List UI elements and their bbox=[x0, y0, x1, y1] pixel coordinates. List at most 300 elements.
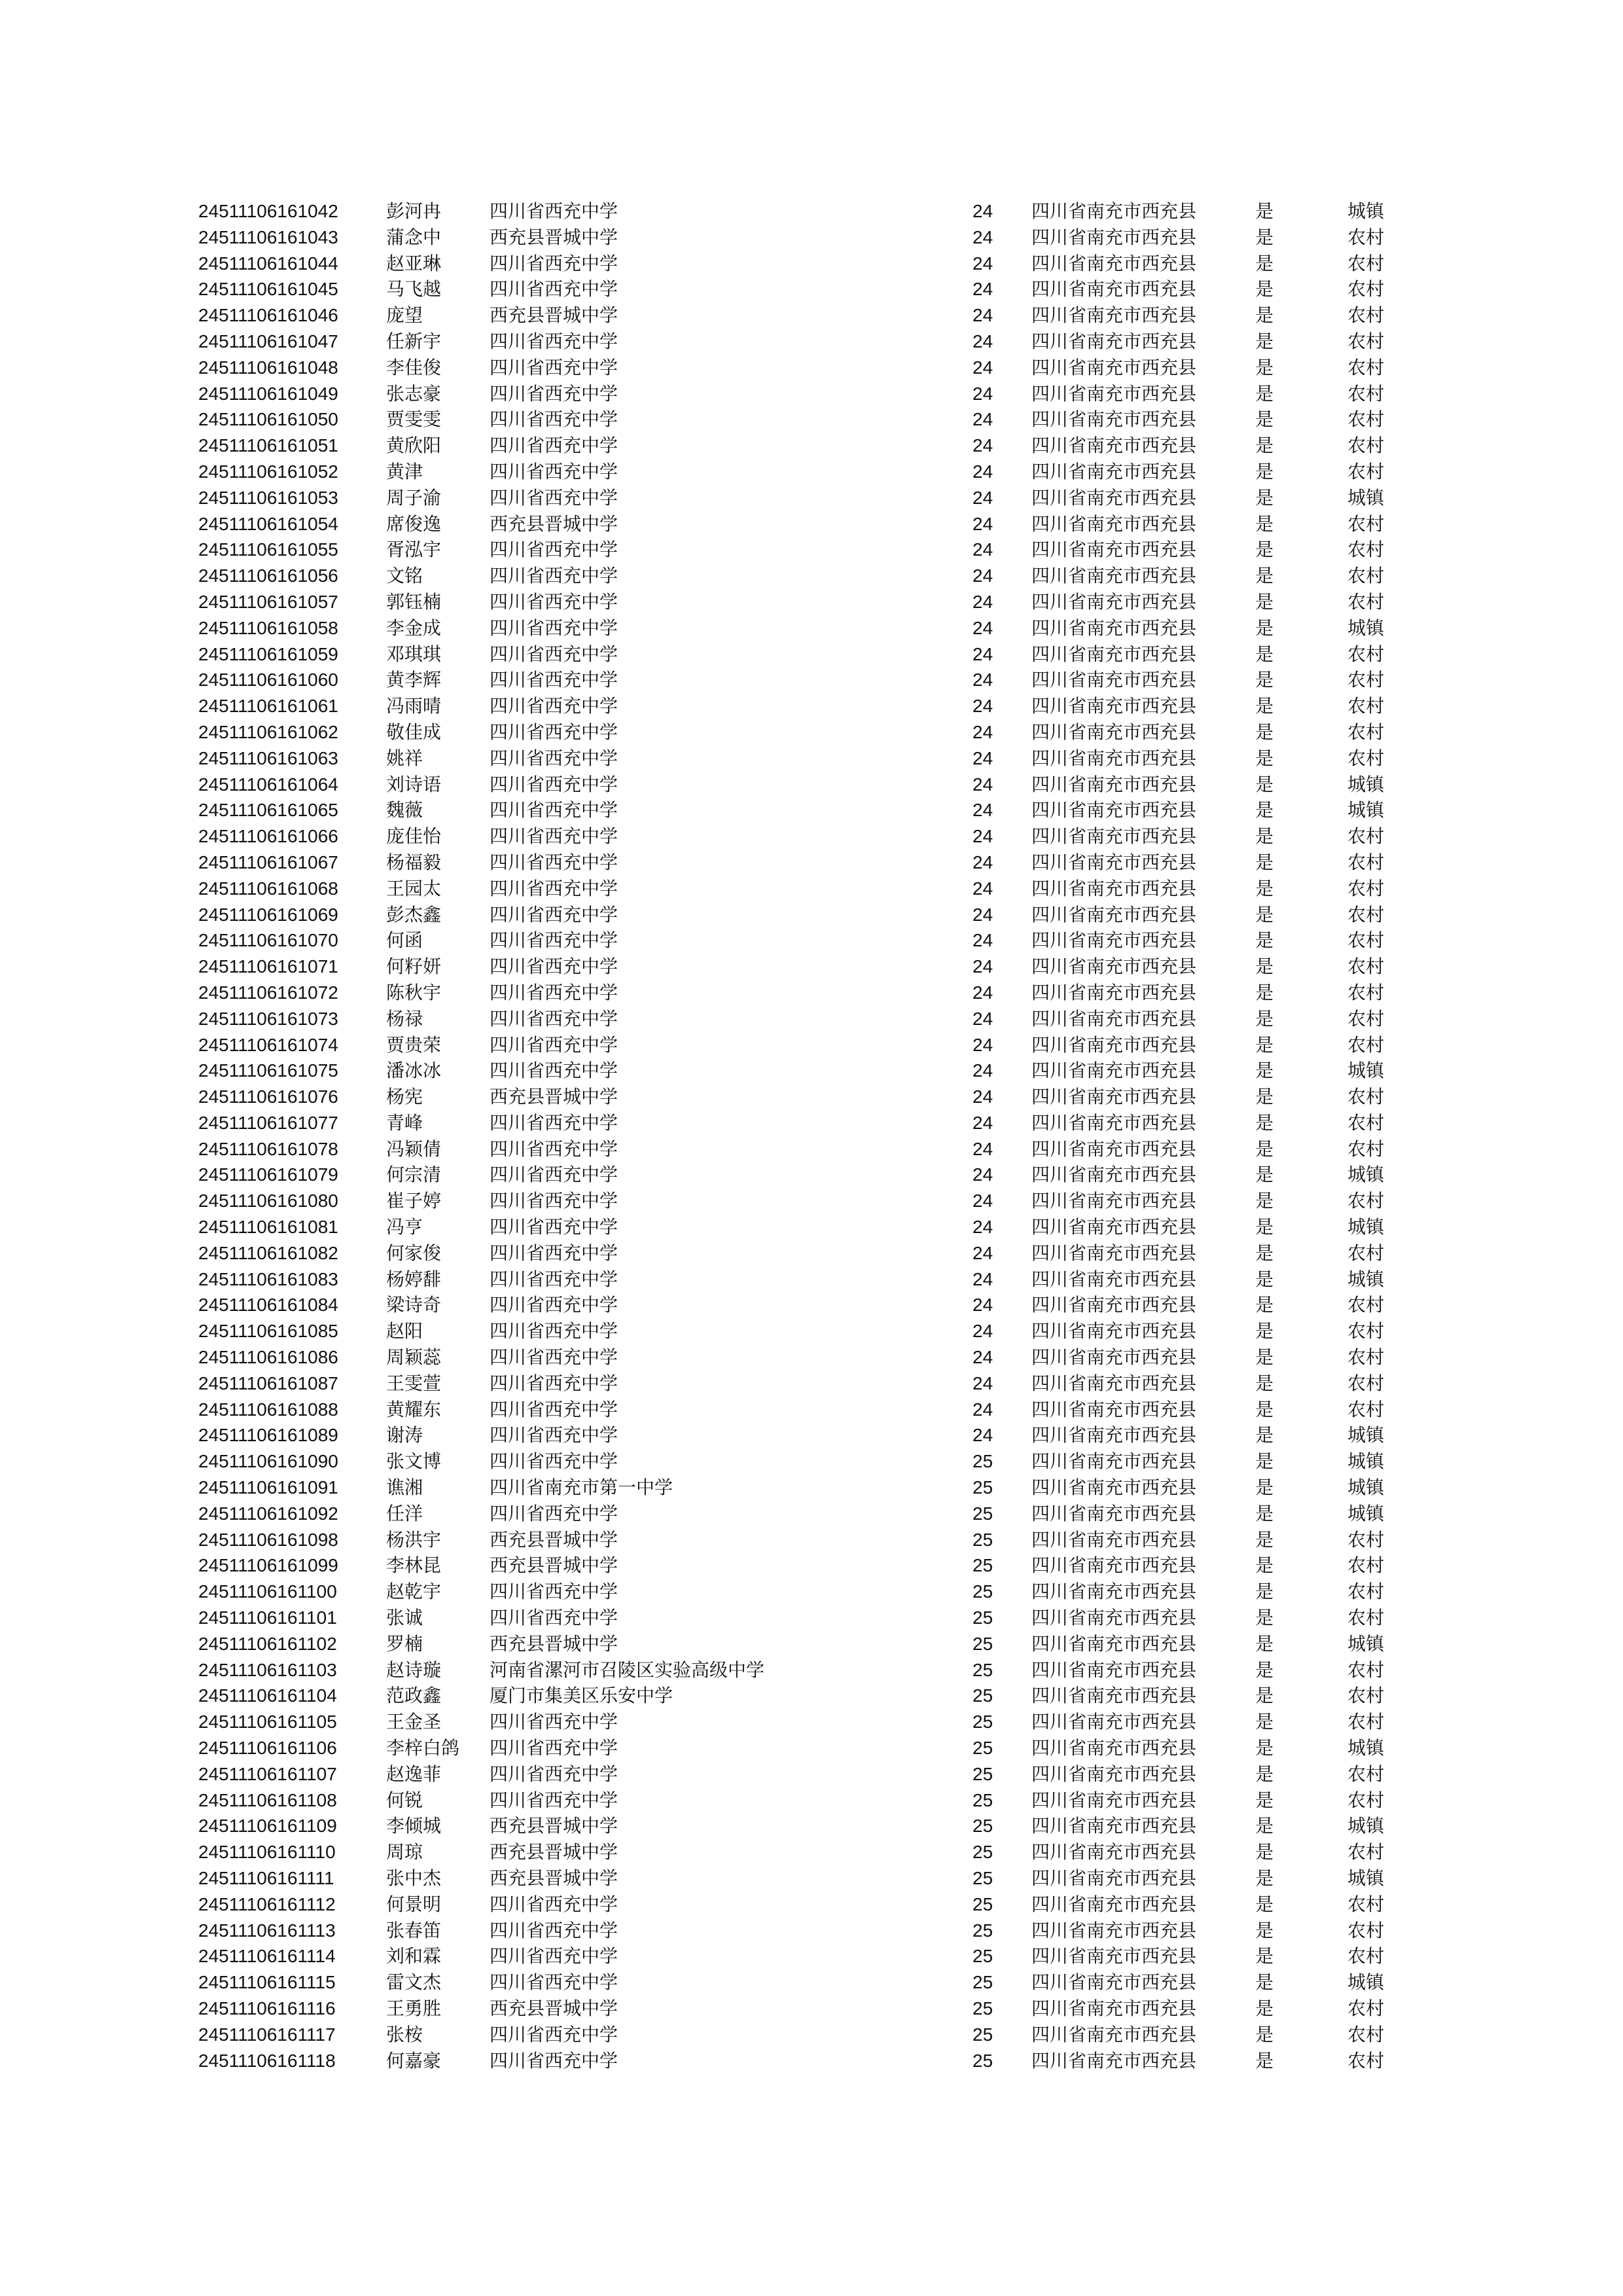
school-name: 四川省西充中学 bbox=[490, 1268, 618, 1290]
candidate-id: 24511106161117 bbox=[198, 2024, 336, 2045]
age-value: 24 bbox=[972, 279, 993, 300]
residence-type: 城镇 bbox=[1347, 1268, 1385, 1290]
candidate-id: 24511106161048 bbox=[198, 357, 338, 378]
age-value: 24 bbox=[972, 1191, 993, 1211]
student-name: 杨婷馡 bbox=[386, 1268, 442, 1290]
table-row bbox=[0, 1579, 1623, 1605]
candidate-id: 24511106161074 bbox=[198, 1034, 338, 1055]
student-name: 梁诗奇 bbox=[386, 1294, 442, 1316]
age-value: 25 bbox=[972, 1529, 993, 1550]
hometown: 四川省南充市西充县 bbox=[1031, 695, 1197, 717]
table-row bbox=[0, 823, 1623, 850]
table-row bbox=[0, 1397, 1623, 1423]
school-name: 四川省西充中学 bbox=[490, 773, 618, 795]
student-name: 文铭 bbox=[386, 565, 423, 587]
student-name: 贾贵荣 bbox=[386, 1033, 442, 1056]
residence-type: 农村 bbox=[1347, 435, 1385, 457]
age-value: 25 bbox=[972, 1685, 993, 1706]
residence-type: 城镇 bbox=[1347, 1502, 1385, 1524]
hometown: 四川省南充市西充县 bbox=[1031, 1346, 1197, 1369]
yes-flag: 是 bbox=[1255, 486, 1274, 509]
candidate-id: 24511106161101 bbox=[198, 1607, 337, 1628]
table-row bbox=[0, 693, 1623, 719]
candidate-id: 24511106161042 bbox=[198, 201, 338, 221]
student-name: 何籽妍 bbox=[386, 956, 442, 978]
student-name: 任新宇 bbox=[386, 330, 442, 352]
candidate-id: 24511106161069 bbox=[198, 904, 338, 925]
table-row bbox=[0, 329, 1623, 355]
residence-type: 农村 bbox=[1347, 1789, 1385, 1811]
table-row bbox=[0, 302, 1623, 329]
school-name: 四川省西充中学 bbox=[490, 1033, 618, 1056]
age-value: 24 bbox=[972, 1372, 993, 1393]
hometown: 四川省南充市西充县 bbox=[1031, 721, 1197, 743]
yes-flag: 是 bbox=[1255, 1346, 1274, 1369]
table-row bbox=[0, 1448, 1623, 1475]
candidate-id: 24511106161087 bbox=[198, 1372, 338, 1393]
residence-type: 城镇 bbox=[1347, 1632, 1385, 1655]
school-name: 四川省西充中学 bbox=[490, 1320, 618, 1342]
yes-flag: 是 bbox=[1255, 1554, 1274, 1577]
residence-type: 城镇 bbox=[1347, 617, 1385, 639]
table-row bbox=[0, 1371, 1623, 1397]
hometown: 四川省南充市西充县 bbox=[1031, 799, 1197, 821]
candidate-id: 24511106161080 bbox=[198, 1191, 338, 1211]
school-name: 四川省西充中学 bbox=[490, 460, 618, 482]
table-row bbox=[0, 980, 1623, 1006]
candidate-id: 24511106161098 bbox=[198, 1529, 338, 1550]
age-value: 25 bbox=[972, 1763, 993, 1784]
hometown: 四川省南充市西充县 bbox=[1031, 2049, 1197, 2072]
student-name: 谢涛 bbox=[386, 1424, 423, 1446]
candidate-id: 24511106161086 bbox=[198, 1347, 338, 1368]
table-row bbox=[0, 1839, 1623, 1865]
roster-table bbox=[0, 198, 1623, 2073]
student-name: 罗楠 bbox=[386, 1632, 423, 1655]
student-name: 张志豪 bbox=[386, 382, 442, 404]
student-name: 郭钰楠 bbox=[386, 590, 442, 613]
student-name: 贾雯雯 bbox=[386, 408, 442, 431]
yes-flag: 是 bbox=[1255, 1424, 1274, 1446]
student-name: 杨禄 bbox=[386, 1007, 423, 1030]
candidate-id: 24511106161060 bbox=[198, 670, 338, 691]
residence-type: 农村 bbox=[1347, 304, 1385, 327]
student-name: 王金圣 bbox=[386, 1711, 442, 1733]
age-value: 24 bbox=[972, 565, 993, 586]
candidate-id: 24511106161045 bbox=[198, 279, 338, 300]
residence-type: 城镇 bbox=[1347, 1424, 1385, 1446]
age-value: 24 bbox=[972, 1008, 993, 1029]
school-name: 西充县晋城中学 bbox=[490, 1528, 618, 1551]
age-value: 24 bbox=[972, 670, 993, 691]
age-value: 24 bbox=[972, 513, 993, 534]
age-value: 24 bbox=[972, 1295, 993, 1316]
yes-flag: 是 bbox=[1255, 799, 1274, 821]
residence-type: 农村 bbox=[1347, 565, 1385, 587]
school-name: 四川省西充中学 bbox=[490, 981, 618, 1003]
table-row bbox=[0, 459, 1623, 485]
table-row bbox=[0, 876, 1623, 902]
residence-type: 城镇 bbox=[1347, 1216, 1385, 1238]
school-name: 四川省西充中学 bbox=[490, 1007, 618, 1030]
hometown: 四川省南充市西充县 bbox=[1031, 1242, 1197, 1264]
school-name: 四川省南充市第一中学 bbox=[490, 1477, 673, 1499]
school-name: 四川省西充中学 bbox=[490, 1789, 618, 1811]
yes-flag: 是 bbox=[1255, 1893, 1274, 1915]
residence-type: 农村 bbox=[1347, 1945, 1385, 1967]
table-row bbox=[0, 1709, 1623, 1735]
student-name: 彭河冉 bbox=[386, 200, 442, 222]
age-value: 25 bbox=[972, 1868, 993, 1888]
student-name: 李倾城 bbox=[386, 1815, 442, 1837]
candidate-id: 24511106161084 bbox=[198, 1295, 338, 1316]
hometown: 四川省南充市西充县 bbox=[1031, 1528, 1197, 1551]
hometown: 四川省南充市西充县 bbox=[1031, 226, 1197, 248]
age-value: 24 bbox=[972, 435, 993, 456]
hometown: 四川省南充市西充县 bbox=[1031, 1632, 1197, 1655]
yes-flag: 是 bbox=[1255, 2049, 1274, 2072]
age-value: 25 bbox=[972, 1607, 993, 1628]
yes-flag: 是 bbox=[1255, 903, 1274, 925]
yes-flag: 是 bbox=[1255, 1320, 1274, 1342]
candidate-id: 24511106161088 bbox=[198, 1399, 338, 1420]
table-row bbox=[0, 1761, 1623, 1787]
candidate-id: 24511106161118 bbox=[198, 2050, 336, 2071]
school-name: 四川省西充中学 bbox=[490, 851, 618, 873]
residence-type: 城镇 bbox=[1347, 200, 1385, 222]
table-row bbox=[0, 1110, 1623, 1136]
yes-flag: 是 bbox=[1255, 956, 1274, 978]
hometown: 四川省南充市西充县 bbox=[1031, 877, 1197, 899]
residence-type: 农村 bbox=[1347, 643, 1385, 665]
residence-type: 城镇 bbox=[1347, 1477, 1385, 1499]
student-name: 刘诗语 bbox=[386, 773, 442, 795]
table-row bbox=[0, 719, 1623, 745]
residence-type: 城镇 bbox=[1347, 1060, 1385, 1082]
hometown: 四川省南充市西充县 bbox=[1031, 565, 1197, 587]
residence-type: 农村 bbox=[1347, 1111, 1385, 1134]
residence-type: 农村 bbox=[1347, 1659, 1385, 1681]
student-name: 张文博 bbox=[386, 1450, 442, 1473]
hometown: 四川省南充市西充县 bbox=[1031, 200, 1197, 222]
yes-flag: 是 bbox=[1255, 1659, 1274, 1681]
table-row bbox=[0, 198, 1623, 224]
age-value: 25 bbox=[972, 1503, 993, 1524]
residence-type: 农村 bbox=[1347, 512, 1385, 535]
yes-flag: 是 bbox=[1255, 200, 1274, 222]
age-value: 24 bbox=[972, 930, 993, 951]
student-name: 李金成 bbox=[386, 617, 442, 639]
student-name: 冯颖倩 bbox=[386, 1138, 442, 1160]
school-name: 四川省西充中学 bbox=[490, 1893, 618, 1915]
student-name: 何宗清 bbox=[386, 1164, 442, 1186]
yes-flag: 是 bbox=[1255, 721, 1274, 743]
table-row bbox=[0, 1527, 1623, 1553]
residence-type: 农村 bbox=[1347, 1190, 1385, 1212]
table-row bbox=[0, 589, 1623, 615]
table-row bbox=[0, 1683, 1623, 1709]
yes-flag: 是 bbox=[1255, 1581, 1274, 1603]
candidate-id: 24511106161049 bbox=[198, 383, 338, 404]
student-name: 陈秋宇 bbox=[386, 981, 442, 1003]
student-name: 范政鑫 bbox=[386, 1685, 442, 1707]
student-name: 任洋 bbox=[386, 1502, 423, 1524]
student-name: 敬佳成 bbox=[386, 721, 442, 743]
yes-flag: 是 bbox=[1255, 1763, 1274, 1785]
school-name: 四川省西充中学 bbox=[490, 252, 618, 274]
student-name: 青峰 bbox=[386, 1111, 423, 1134]
age-value: 24 bbox=[972, 1112, 993, 1133]
hometown: 四川省南充市西充县 bbox=[1031, 512, 1197, 535]
residence-type: 农村 bbox=[1347, 1372, 1385, 1394]
candidate-id: 24511106161066 bbox=[198, 826, 338, 847]
residence-type: 农村 bbox=[1347, 825, 1385, 848]
table-row bbox=[0, 1422, 1623, 1448]
residence-type: 农村 bbox=[1347, 1581, 1385, 1603]
student-name: 王勇胜 bbox=[386, 1997, 442, 2019]
hometown: 四川省南充市西充县 bbox=[1031, 1477, 1197, 1499]
student-name: 邓琪琪 bbox=[386, 643, 442, 665]
candidate-id: 24511106161081 bbox=[198, 1217, 338, 1238]
table-row bbox=[0, 1318, 1623, 1344]
student-name: 冯亨 bbox=[386, 1216, 423, 1238]
hometown: 四川省南充市西充县 bbox=[1031, 1789, 1197, 1811]
table-row bbox=[0, 1344, 1623, 1371]
school-name: 四川省西充中学 bbox=[490, 356, 618, 378]
student-name: 赵阳 bbox=[386, 1320, 423, 1342]
candidate-id: 24511106161112 bbox=[198, 1893, 336, 1914]
residence-type: 农村 bbox=[1347, 1711, 1385, 1733]
yes-flag: 是 bbox=[1255, 1060, 1274, 1082]
student-name: 张桉 bbox=[386, 2023, 423, 2045]
age-value: 24 bbox=[972, 1034, 993, 1055]
age-value: 25 bbox=[972, 1451, 993, 1472]
school-name: 四川省西充中学 bbox=[490, 382, 618, 404]
candidate-id: 24511106161113 bbox=[198, 1920, 336, 1941]
table-row bbox=[0, 511, 1623, 537]
age-value: 24 bbox=[972, 1138, 993, 1159]
hometown: 四川省南充市西充县 bbox=[1031, 1893, 1197, 1915]
candidate-id: 24511106161111 bbox=[198, 1868, 334, 1888]
candidate-id: 24511106161043 bbox=[198, 226, 338, 247]
school-name: 四川省西充中学 bbox=[490, 1737, 618, 1759]
candidate-id: 24511106161077 bbox=[198, 1112, 338, 1133]
residence-type: 农村 bbox=[1347, 747, 1385, 769]
school-name: 四川省西充中学 bbox=[490, 617, 618, 639]
hometown: 四川省南充市西充县 bbox=[1031, 1216, 1197, 1238]
hometown: 四川省南充市西充县 bbox=[1031, 1841, 1197, 1863]
candidate-id: 24511106161046 bbox=[198, 305, 338, 326]
school-name: 四川省西充中学 bbox=[490, 669, 618, 691]
age-value: 24 bbox=[972, 487, 993, 508]
student-name: 张诚 bbox=[386, 1607, 423, 1629]
student-name: 谯湘 bbox=[386, 1477, 423, 1499]
student-name: 赵亚琳 bbox=[386, 252, 442, 274]
residence-type: 农村 bbox=[1347, 278, 1385, 300]
hometown: 四川省南充市西充县 bbox=[1031, 981, 1197, 1003]
age-value: 24 bbox=[972, 1242, 993, 1263]
residence-type: 城镇 bbox=[1347, 486, 1385, 509]
school-name: 四川省西充中学 bbox=[490, 1190, 618, 1212]
student-name: 潘冰冰 bbox=[386, 1060, 442, 1082]
candidate-id: 24511106161110 bbox=[198, 1842, 336, 1863]
student-name: 何景明 bbox=[386, 1893, 442, 1915]
yes-flag: 是 bbox=[1255, 408, 1274, 431]
table-row bbox=[0, 902, 1623, 928]
residence-type: 城镇 bbox=[1347, 799, 1385, 821]
age-value: 24 bbox=[972, 1217, 993, 1238]
yes-flag: 是 bbox=[1255, 539, 1274, 561]
age-value: 24 bbox=[972, 409, 993, 430]
age-value: 25 bbox=[972, 2050, 993, 2071]
table-row bbox=[0, 406, 1623, 433]
student-name: 庞佳怡 bbox=[386, 825, 442, 848]
candidate-id: 24511106161055 bbox=[198, 539, 338, 560]
age-value: 24 bbox=[972, 1086, 993, 1107]
school-name: 四川省西充中学 bbox=[490, 278, 618, 300]
table-row bbox=[0, 1032, 1623, 1058]
yes-flag: 是 bbox=[1255, 1841, 1274, 1863]
table-row bbox=[0, 1918, 1623, 1944]
school-name: 四川省西充中学 bbox=[490, 1945, 618, 1967]
hometown: 四川省南充市西充县 bbox=[1031, 1398, 1197, 1420]
residence-type: 农村 bbox=[1347, 1320, 1385, 1342]
table-row bbox=[0, 954, 1623, 980]
candidate-id: 24511106161079 bbox=[198, 1164, 338, 1185]
candidate-id: 24511106161067 bbox=[198, 852, 338, 872]
yes-flag: 是 bbox=[1255, 825, 1274, 848]
age-value: 24 bbox=[972, 539, 993, 560]
residence-type: 农村 bbox=[1347, 356, 1385, 378]
residence-type: 农村 bbox=[1347, 330, 1385, 352]
hometown: 四川省南充市西充县 bbox=[1031, 1111, 1197, 1134]
hometown: 四川省南充市西充县 bbox=[1031, 1737, 1197, 1759]
school-name: 四川省西充中学 bbox=[490, 1164, 618, 1186]
hometown: 四川省南充市西充县 bbox=[1031, 356, 1197, 378]
hometown: 四川省南充市西充县 bbox=[1031, 1424, 1197, 1446]
hometown: 四川省南充市西充县 bbox=[1031, 1320, 1197, 1342]
candidate-id: 24511106161115 bbox=[198, 1972, 336, 1993]
residence-type: 农村 bbox=[1347, 590, 1385, 613]
residence-type: 城镇 bbox=[1347, 1737, 1385, 1759]
residence-type: 农村 bbox=[1347, 408, 1385, 431]
hometown: 四川省南充市西充县 bbox=[1031, 1060, 1197, 1082]
age-value: 24 bbox=[972, 591, 993, 612]
hometown: 四川省南充市西充县 bbox=[1031, 1815, 1197, 1837]
student-name: 姚祥 bbox=[386, 747, 423, 769]
hometown: 四川省南充市西充县 bbox=[1031, 252, 1197, 274]
residence-type: 农村 bbox=[1347, 1763, 1385, 1785]
school-name: 四川省西充中学 bbox=[490, 956, 618, 978]
hometown: 四川省南充市西充县 bbox=[1031, 1997, 1197, 2019]
student-name: 马飞越 bbox=[386, 278, 442, 300]
age-value: 25 bbox=[972, 2024, 993, 2045]
table-row bbox=[0, 2048, 1623, 2074]
residence-type: 农村 bbox=[1347, 877, 1385, 899]
residence-type: 农村 bbox=[1347, 669, 1385, 691]
student-name: 赵乾宇 bbox=[386, 1581, 442, 1603]
hometown: 四川省南充市西充县 bbox=[1031, 825, 1197, 848]
candidate-id: 24511106161106 bbox=[198, 1738, 337, 1759]
yes-flag: 是 bbox=[1255, 435, 1274, 457]
yes-flag: 是 bbox=[1255, 1086, 1274, 1108]
student-name: 魏薇 bbox=[386, 799, 423, 821]
school-name: 四川省西充中学 bbox=[490, 1138, 618, 1160]
residence-type: 农村 bbox=[1347, 1528, 1385, 1551]
table-row bbox=[0, 1188, 1623, 1214]
hometown: 四川省南充市西充县 bbox=[1031, 1711, 1197, 1733]
table-row bbox=[0, 1735, 1623, 1761]
hometown: 四川省南充市西充县 bbox=[1031, 669, 1197, 691]
table-row bbox=[0, 1084, 1623, 1110]
residence-type: 农村 bbox=[1347, 1554, 1385, 1577]
age-value: 25 bbox=[972, 1816, 993, 1837]
student-name: 周颖蕊 bbox=[386, 1346, 442, 1369]
student-name: 赵逸菲 bbox=[386, 1763, 442, 1785]
school-name: 四川省西充中学 bbox=[490, 695, 618, 717]
candidate-id: 24511106161063 bbox=[198, 747, 338, 768]
school-name: 四川省西充中学 bbox=[490, 903, 618, 925]
school-name: 西充县晋城中学 bbox=[490, 226, 618, 248]
table-row bbox=[0, 1943, 1623, 1969]
table-row bbox=[0, 1969, 1623, 1996]
residence-type: 农村 bbox=[1347, 981, 1385, 1003]
table-row bbox=[0, 485, 1623, 511]
candidate-id: 24511106161054 bbox=[198, 513, 338, 534]
candidate-id: 24511106161056 bbox=[198, 565, 338, 586]
residence-type: 农村 bbox=[1347, 695, 1385, 717]
residence-type: 农村 bbox=[1347, 1007, 1385, 1030]
candidate-id: 24511106161083 bbox=[198, 1268, 338, 1289]
student-name: 杨洪宇 bbox=[386, 1528, 442, 1551]
age-value: 24 bbox=[972, 383, 993, 404]
table-row bbox=[0, 1605, 1623, 1631]
school-name: 西充县晋城中学 bbox=[490, 1997, 618, 2019]
hometown: 四川省南充市西充县 bbox=[1031, 1659, 1197, 1681]
school-name: 四川省西充中学 bbox=[490, 2049, 618, 2072]
residence-type: 农村 bbox=[1347, 1294, 1385, 1316]
table-row bbox=[0, 797, 1623, 823]
candidate-id: 24511106161058 bbox=[198, 617, 338, 638]
candidate-id: 24511106161091 bbox=[198, 1477, 338, 1498]
yes-flag: 是 bbox=[1255, 747, 1274, 769]
candidate-id: 24511106161104 bbox=[198, 1685, 337, 1706]
yes-flag: 是 bbox=[1255, 1007, 1274, 1030]
age-value: 24 bbox=[972, 226, 993, 247]
school-name: 四川省西充中学 bbox=[490, 721, 618, 743]
table-row bbox=[0, 1240, 1623, 1266]
hometown: 四川省南充市西充县 bbox=[1031, 590, 1197, 613]
table-row bbox=[0, 1631, 1623, 1657]
student-name: 张中杰 bbox=[386, 1867, 442, 1889]
school-name: 四川省西充中学 bbox=[490, 590, 618, 613]
student-name: 何嘉豪 bbox=[386, 2049, 442, 2072]
table-row bbox=[0, 1058, 1623, 1084]
yes-flag: 是 bbox=[1255, 460, 1274, 482]
yes-flag: 是 bbox=[1255, 382, 1274, 404]
hometown: 四川省南充市西充县 bbox=[1031, 1007, 1197, 1030]
school-name: 厦门市集美区乐安中学 bbox=[490, 1685, 673, 1707]
age-value: 24 bbox=[972, 1399, 993, 1420]
table-row bbox=[0, 1214, 1623, 1240]
age-value: 24 bbox=[972, 1060, 993, 1081]
age-value: 25 bbox=[972, 1477, 993, 1498]
school-name: 四川省西充中学 bbox=[490, 1711, 618, 1733]
yes-flag: 是 bbox=[1255, 1971, 1274, 1994]
school-name: 四川省西充中学 bbox=[490, 929, 618, 952]
student-name: 何家俊 bbox=[386, 1242, 442, 1264]
candidate-id: 24511106161051 bbox=[198, 435, 338, 456]
